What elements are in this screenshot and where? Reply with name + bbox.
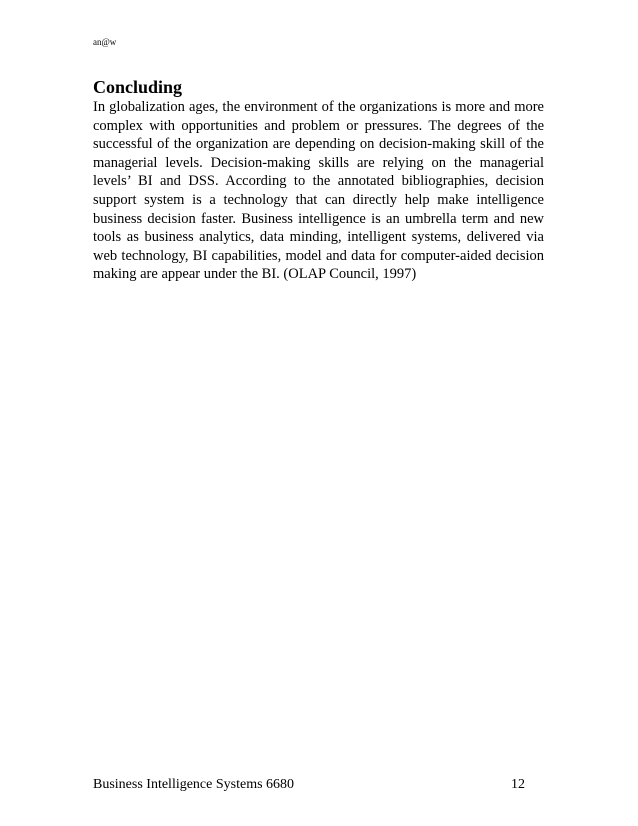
- footer-course-title: Business Intelligence Systems 6680: [93, 777, 295, 792]
- body-paragraph: In globalization ages, the environment of the organizations is more and more complex with opportunities and problem or pressures. The degrees of the successful of the organization are depending on decision-making skill of the managerial levels. Decision-making skills are relying on the managerial levels’ BI and DSS. According to the annotated bibliographies, decision support system is a technology that can directly help make intelligence business decision faster. Business intelligence is an umbrella term and new tools as business analytics, data minding, intelligent systems, delivered via web technology, BI capabilities, model and data for computer-aided decision making are appear under the BI. (OLAP Council, 1997): [93, 99, 544, 283]
- footer-page-number: 12: [511, 777, 525, 792]
- header-mark: an@w: [93, 37, 117, 47]
- section-title: Concluding: [93, 77, 183, 97]
